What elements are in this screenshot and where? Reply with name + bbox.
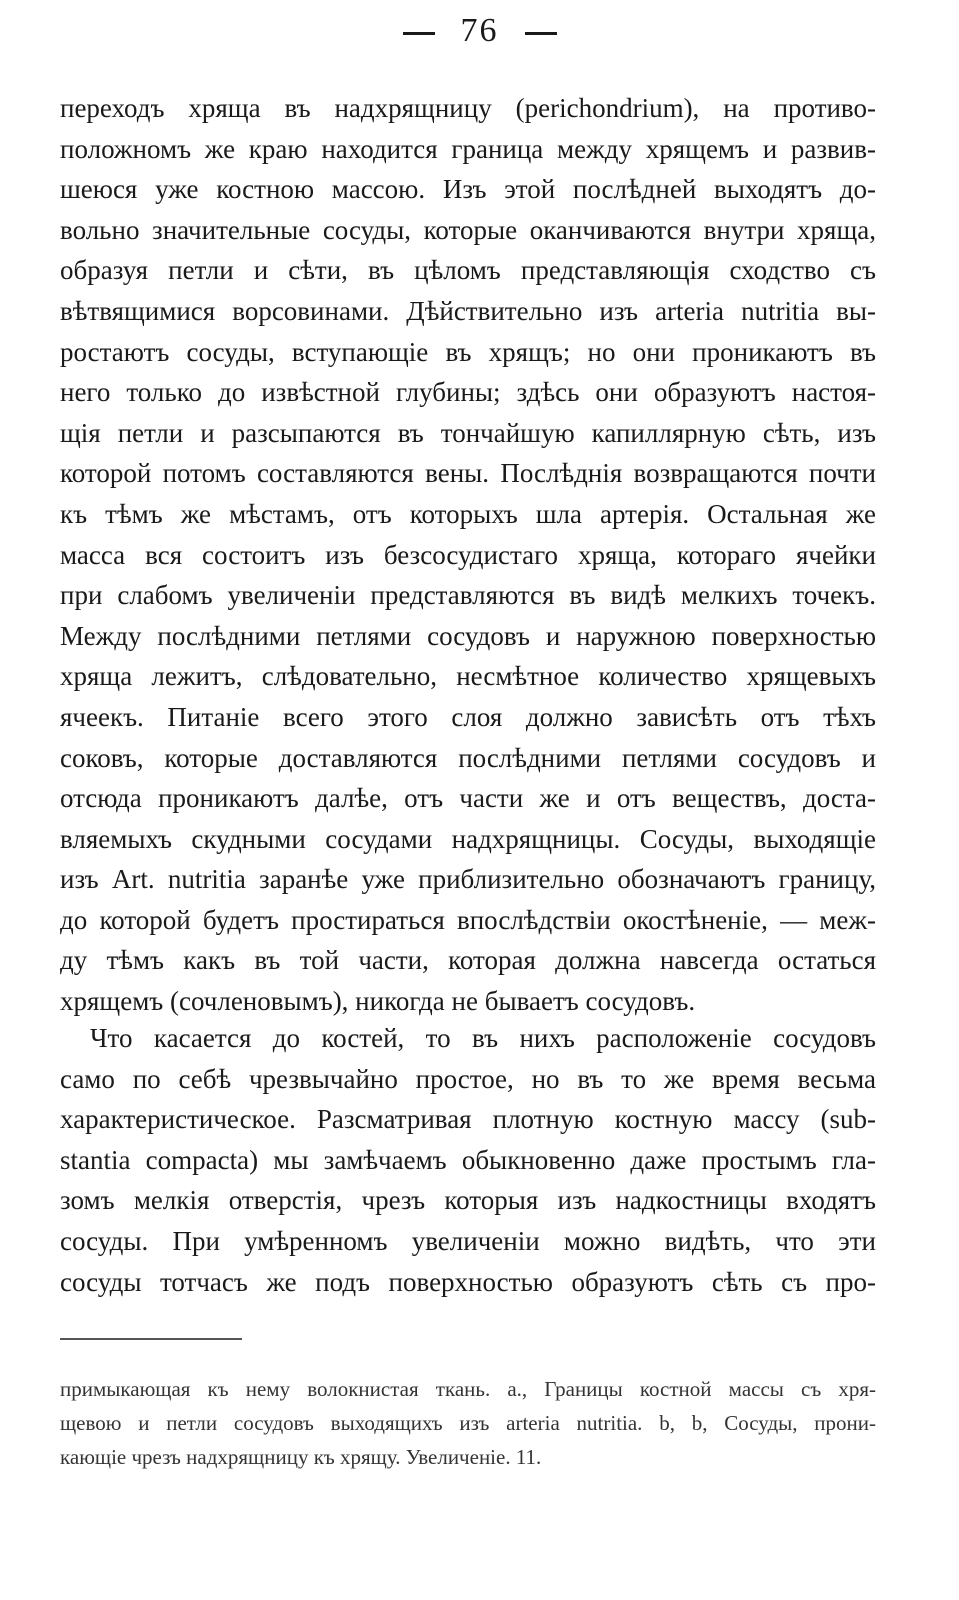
text-line: при слабомъ увеличеніи представляются въ видѣ мелкихъ точекъ. xyxy=(60,580,876,611)
footnote-line: примыкающая къ нему волокнистая ткань. a., Границы костной массы съ хря- xyxy=(60,1377,876,1401)
text-line: ячеекъ. Питаніе всего этого слоя должно зависѣть отъ тѣхъ xyxy=(60,701,876,732)
text-line: переходъ хряща въ надхрящницу (perichondrium), на противо- xyxy=(60,93,876,123)
text-line: изъ Art. nutritia заранѣе уже приблизительно обозначаютъ границу, xyxy=(60,864,876,895)
text-line: ростаютъ сосуды, вступающіе въ хрящъ; но они проникаютъ въ xyxy=(60,336,876,367)
text-line: вляемыхъ скудными сосудами надхрящницы. Сосуды, выходящіе xyxy=(60,823,876,854)
text-line: до которой будетъ простираться впослѣдствіи окостѣненіе, — меж- xyxy=(60,904,876,935)
footnote-separator xyxy=(60,1338,242,1340)
text-line: ду тѣмъ какъ въ той части, которая должна навсегда остаться xyxy=(60,945,876,976)
text-line: хрящемъ (сочленовымъ), никогда не бываетъ сосудовъ. xyxy=(60,986,696,1017)
footnote-line: кающіе чрезъ надхрящницу къ хрящу. Увеличеніе. 11. xyxy=(60,1445,542,1469)
text-line: сосуды. При умѣренномъ увеличеніи можно видѣть, что эти xyxy=(60,1225,876,1256)
text-line: къ тѣмъ же мѣстамъ, отъ которыхъ шла артерія. Остальная же xyxy=(60,498,876,529)
left-dash xyxy=(403,32,435,35)
text-line: которой потомъ составляются вены. Послѣднія возвращаются почти xyxy=(60,458,876,489)
text-line: зомъ мелкія отверстія, чрезъ которыя изъ надкостницы входятъ xyxy=(60,1185,876,1216)
text-line: шеюся уже костною массою. Изъ этой послѣдней выходятъ до- xyxy=(60,174,876,205)
page-number-header xyxy=(0,12,959,50)
paragraph-2 xyxy=(60,1018,876,1302)
paragraph-1 xyxy=(60,88,876,1022)
text-line: вѣтвящимися ворсовинами. Дѣйствительно изъ arteria nutritia вы- xyxy=(60,295,876,326)
text-line: образуя петли и сѣти, въ цѣломъ представляющія сходство съ xyxy=(60,255,876,286)
right-dash xyxy=(525,32,557,35)
text-line: Между послѣдними петлями сосудовъ и наружною поверхностью xyxy=(60,620,876,651)
text-line: щія петли и разсыпаются въ тончайшую капиллярную сѣть, изъ xyxy=(60,417,876,448)
text-line: сосуды тотчасъ же подъ поверхностью образуютъ сѣть съ про- xyxy=(60,1266,876,1297)
text-line: вольно значительные сосуды, которые оканчиваются внутри хряща, xyxy=(60,214,876,245)
text-line: него только до извѣстной глубины; здѣсь они образуютъ настоя- xyxy=(60,377,876,408)
text-line: соковъ, которые доставляются послѣдними петлями сосудовъ и xyxy=(60,742,876,773)
text-line: stantia compacta) мы замѣчаемъ обыкновенно даже простымъ гла- xyxy=(60,1144,876,1175)
text-line: характеристическое. Разсматривая плотную костную массу (sub- xyxy=(60,1104,876,1135)
footnote-line: щевою и петли сосудовъ выходящихъ изъ arteria nutritia. b, b, Сосуды, прони- xyxy=(60,1411,876,1435)
page-number: 76 xyxy=(460,12,499,49)
text-line: масса вся состоитъ изъ безсосудистаго хряща, котораго ячейки xyxy=(60,539,876,570)
text-line: отсюда проникаютъ далѣе, отъ части же и отъ веществъ, доста- xyxy=(60,783,876,814)
footnote xyxy=(60,1372,876,1474)
text-line: Что касается до костей, то въ нихъ расположеніе сосудовъ xyxy=(90,1023,876,1053)
text-line: хряща лежитъ, слѣдовательно, несмѣтное количество хрящевыхъ xyxy=(60,661,876,692)
text-line: само по себѣ чрезвычайно простое, но въ то же время весьма xyxy=(60,1063,876,1094)
text-line: положномъ же краю находится граница между хрящемъ и развив- xyxy=(60,133,876,164)
